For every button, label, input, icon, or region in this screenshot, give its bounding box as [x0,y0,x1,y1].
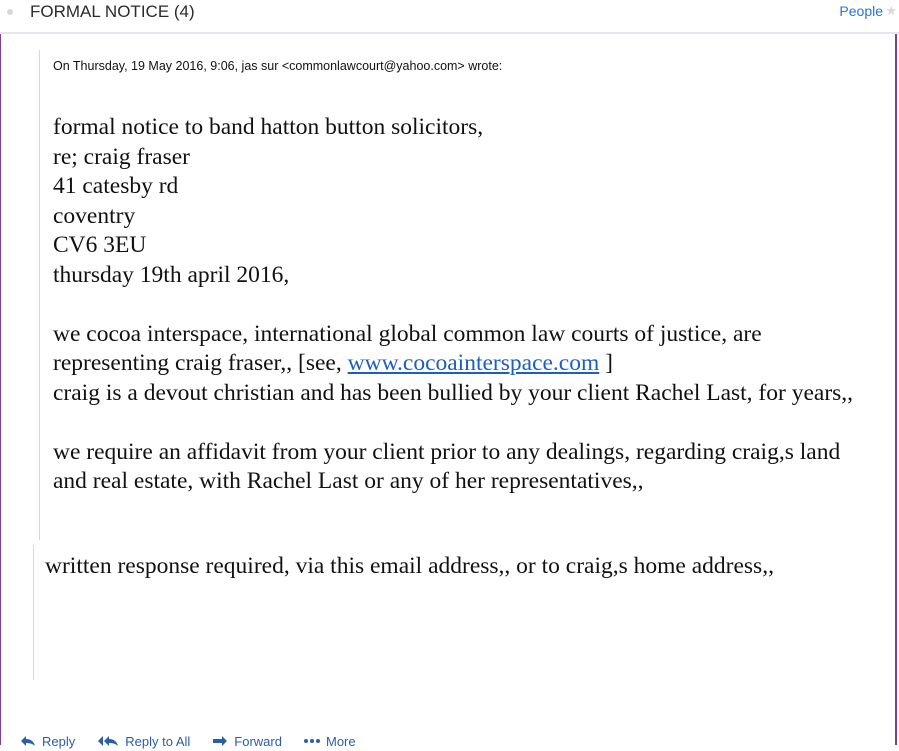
address-line: CV6 3EU [53,232,147,258]
address-line: formal notice to band hatton button solicitors, [53,114,484,140]
address-block [53,113,873,290]
reply-all-button[interactable] [97,731,190,751]
more-label: More [325,733,356,749]
forward-icon [212,735,228,747]
message-actions [20,731,356,751]
paragraph-text: craig is a devout christian and has been bullied by your client Rachel Last, for years,, [53,379,854,406]
paragraph-text: ] [599,350,613,376]
reply-icon [20,735,36,747]
quote-bar [39,50,40,540]
address-line: coventry [53,202,136,229]
more-button[interactable] [304,731,356,751]
paragraph-text: we cocoa interspace, international global common law courts of justice, are representing craig fraser,, [see, [53,320,762,376]
reply-label: Reply [42,733,76,749]
website-link[interactable]: www.cocoainterspace.com [347,350,600,376]
unread-dot-icon [7,9,13,15]
paragraph-response: written response required, via this email address,, or to craig,s home address,, [45,553,774,579]
paragraph-representation [53,320,873,409]
quoted-message-header: On Thursday, 19 May 2016, 9:06, jas sur <commonlawcourt@yahoo.com> wrote: [53,59,503,73]
forward-label: Forward [234,733,282,749]
message-header-bar [0,0,899,34]
star-icon[interactable]: ★ [885,3,897,18]
reply-all-icon [97,735,119,747]
address-line: re; craig fraser [53,143,190,170]
reply-button[interactable] [20,731,75,751]
paragraph-affidavit: we require an affidavit from your client prior to any dealings, regarding craig,s land and real estate, with Rachel Last or any of her representatives,, [53,438,841,494]
address-line: thursday 19th april 2016, [53,261,290,288]
email-body [53,113,873,526]
message-subject: FORMAL NOTICE (4) [30,2,195,21]
quote-bar [33,545,34,680]
forward-button[interactable] [212,731,282,751]
more-icon [304,738,320,744]
people-link[interactable]: People [839,3,883,19]
address-line: 41 catesby rd [53,173,179,199]
reply-all-label: Reply to All [125,733,191,749]
